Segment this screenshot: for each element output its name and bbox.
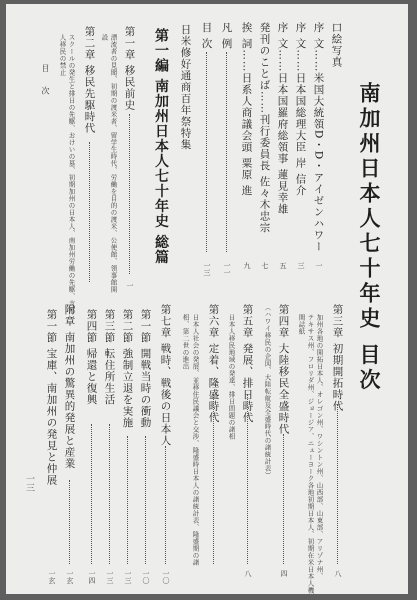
chapter-three-page: 八 (334, 570, 342, 577)
chapter-four-desc: （ハワイ移民の企図、大陸転航及全盛時代の諸統計表） (263, 304, 272, 479)
chapter-two-desc-2: 人移民の禁止 (58, 34, 67, 76)
chapter-four-page: 四 (280, 570, 288, 577)
chapter-three: 第三章 初期開拓時代 (331, 304, 344, 412)
chapter-six-desc-1: 日本人社会の発展、並移住民議会と交渉、隆盛時日本人の諸統計表、隆盛期の諸 (191, 314, 200, 566)
chapter-two: 第二章 移民先駆時代 (83, 26, 96, 134)
toc-entry-explanatory-notes: 凡 例 (220, 22, 233, 50)
dot-leader (206, 52, 207, 252)
chapter-two-desc-1: スクールの発生と排日の先駆、おけいの墓、初期加州の日本人、南加州労働の先駆、支那 (67, 34, 76, 314)
section-one: 第一節 開戦当時の衝動 (139, 309, 152, 429)
chapter-five-page: 八 (244, 570, 252, 577)
margin-label: 目次 (41, 64, 50, 95)
toc-page-greeting: 九 (243, 262, 251, 269)
dot-leader (165, 446, 166, 564)
dot-leader (69, 480, 70, 564)
chapter-seven: 第七章 戦時、戦後の日本人 (159, 304, 172, 447)
toc-page-explanatory-notes: 一一 (223, 262, 231, 276)
section-three-page: 一三 (106, 570, 114, 584)
chapter-seven-page: 一〇 (162, 570, 170, 584)
page-number: 一三 (24, 474, 34, 492)
toc-entry-preface-eisenhower: 序 文……米国大統領D・D・アイゼンハワー (312, 22, 325, 253)
toc-entry-publication-words: 発刊のことば……刊行委員長 佐々木忠宗 (258, 22, 271, 234)
book-page (6, 4, 408, 594)
appendix-chapter-page: 一玄 (66, 570, 74, 584)
commemoration-title: 日米修好通商百年祭特集 (179, 24, 192, 151)
toc-entry-greeting: 挨 詞……日系人商議会頭 粟原 進 (240, 22, 253, 197)
part-one-heading: 第一編 南加州日本人七十年史 総篇 (153, 28, 169, 265)
toc-entry-preface-kishi: 序 文……日本国総理大臣 岸 信介 (294, 22, 307, 197)
toc-page-contents: 一三 (203, 262, 211, 276)
appendix-chapter: 附章 南加州の驚異的発展と産業 (63, 304, 76, 470)
appendix-section-one: 第一節 宝庫、南加州の発見と仲展 (45, 309, 58, 486)
dot-leader (226, 52, 227, 252)
dot-leader (109, 424, 110, 564)
toc-entry-contents: 目 次 (200, 22, 213, 50)
dot-leader (145, 436, 146, 564)
chapter-four: 第四章 大陸移民全盛時代 (277, 304, 290, 435)
section-four-page: 一四 (88, 570, 96, 584)
toc-page-preface-eisenhower: 一 (315, 262, 323, 269)
dot-leader (91, 424, 92, 564)
dot-leader (247, 394, 248, 564)
chapter-three-desc-1: 加州各地の開拓日本人、オレゴン州、ワシントン州、山西部、山東部、アリゾナ州、 (315, 314, 324, 580)
toc-page-publication-words: 七 (261, 262, 269, 269)
section-two-page: 一三 (124, 570, 132, 584)
toc-entry-frontispiece: 口絵写真 (330, 22, 343, 68)
dot-leader (89, 142, 90, 282)
section-four: 第四節 帰還と復興 (85, 309, 98, 406)
dot-leader (337, 404, 338, 564)
chapter-one-desc-1: 漂流者の見聞、初期の渡米者、留学生時代、労働を目的の渡米、公使館、領事館開 (109, 34, 118, 293)
chapter-one-page: 一 (126, 282, 134, 289)
toc-entry-preface-hasumi: 序 文……日本国羅府総領事 蓮見幸雄 (276, 22, 289, 215)
chapter-six: 第六章 定着、隆盛時代 (207, 304, 220, 424)
chapter-five: 第五章 発展、排日時代 (241, 304, 254, 424)
section-three: 第三節 転住所生活 (103, 309, 116, 406)
section-one-page: 一〇 (142, 570, 150, 584)
page-title: 南加州日本人七十年史 目次 (357, 82, 382, 394)
dot-leader (283, 434, 284, 564)
chapter-one-desc-2: 設 (100, 34, 109, 41)
chapter-one: 第一章 移民前史 (123, 26, 136, 111)
toc-page-preface-kishi: 三 (297, 262, 305, 269)
dot-leader (213, 394, 214, 564)
chapter-three-desc-2: テキサス州、フロリダ州、ジョージア、ニューヨーク各地初期日本人、初期在米日本人機 (306, 314, 315, 594)
toc-page-preface-hasumi: 五 (279, 262, 287, 269)
dot-leader (129, 114, 130, 274)
section-two: 第二節 強制立退を実施 (121, 309, 134, 429)
chapter-six-desc-2: 相、第二世の進出 (181, 314, 190, 370)
chapter-five-desc: 日本人移民地域の発達、排日問題の諸相 (227, 314, 236, 440)
chapter-three-desc-3: 関誌紙 (297, 314, 306, 335)
appendix-section-one-page: 一玄 (48, 570, 56, 584)
dot-leader (127, 436, 128, 564)
